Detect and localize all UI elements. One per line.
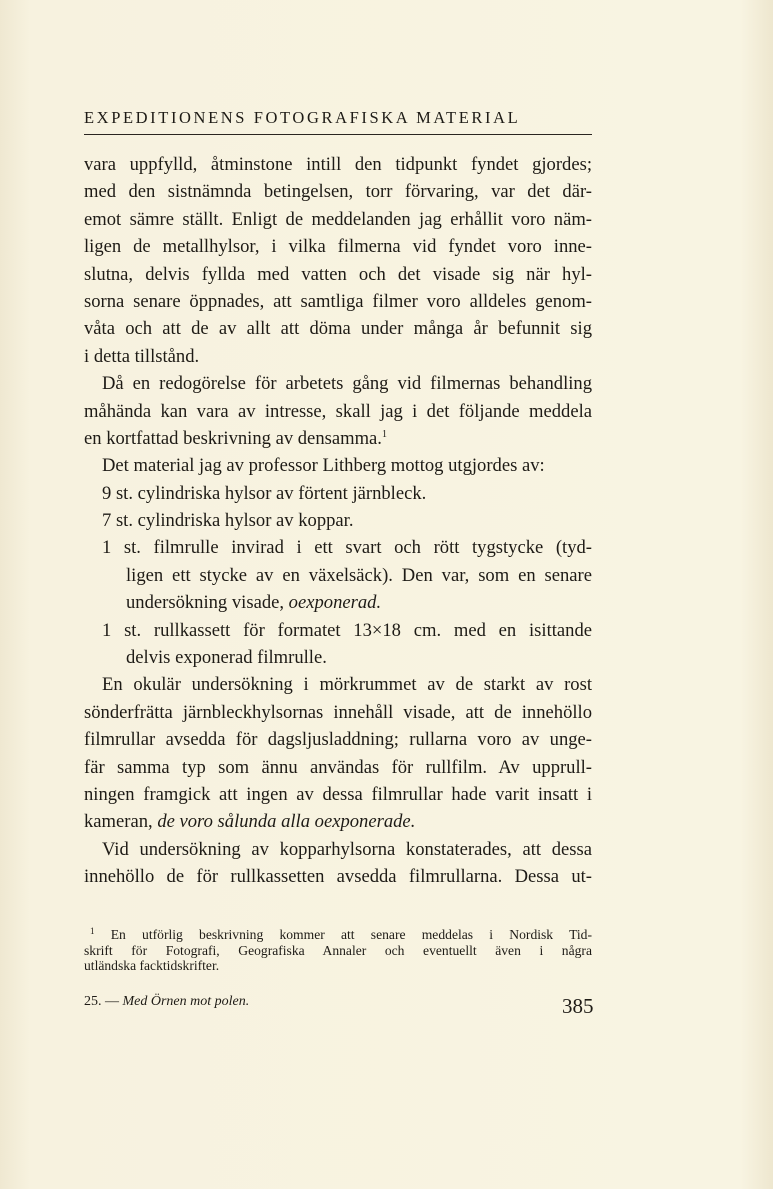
- text-line: vara uppfylld, åtminstone intill den tidpunkt fyndet gjordes;: [84, 154, 592, 175]
- footnote-line: [84, 927, 592, 943]
- text-line: ningen framgick att ingen av dessa filmrullar hade varit insatt i: [84, 783, 592, 805]
- running-head: EXPEDITIONENS FOTOGRAFISKA MATERIAL: [84, 108, 592, 135]
- list-item: 1 st. filmrulle invirad i ett svart och rött tygstycke (tyd-: [102, 537, 592, 559]
- signature-dash: —: [105, 994, 119, 1009]
- footnote-line: skrift för Fotografi, Geografiska Annaler och eventuellt även i några: [84, 942, 592, 958]
- text-line: måhända kan vara av intresse, skall jag i det följande meddela: [84, 400, 592, 422]
- book-title: Med Örnen mot polen.: [122, 994, 250, 1009]
- text-line: En okulär undersökning i mörkrummet av de starkt av rost: [102, 674, 592, 696]
- text-line: ligen de metallhylsor, i vilka filmerna vid fyndet voro inne-: [84, 236, 592, 258]
- list-item: 9 st. cylindriska hylsor av förtent järnbleck.: [102, 482, 427, 504]
- list-item-continuation: [84, 589, 592, 616]
- signature-number: 25.: [84, 994, 102, 1009]
- text-line: [84, 808, 592, 835]
- text-line: filmrullar avsedda för dagsljusladdning; rullarna voro av unge-: [84, 729, 592, 751]
- text-line: sönderfrätta järnbleckhylsornas innehåll visade, att de innehöllo: [84, 701, 592, 723]
- list-item: 7 st. cylindriska hylsor av koppar.: [102, 510, 354, 532]
- text-line: slutna, delvis fyllda med vatten och det visade sig när hyl-: [84, 263, 592, 285]
- text-span: En utförlig beskrivning kommer att senare meddelas i Nordisk Tid-: [110, 927, 592, 942]
- text-line: Det material jag av professor Lithberg mottog utgjordes av:: [102, 455, 545, 477]
- footnote: [84, 927, 592, 974]
- body-text: [84, 151, 592, 891]
- text-line: Då en redogörelse för arbetets gång vid filmernas behandling: [102, 373, 592, 395]
- text-span: undersökning visade,: [126, 592, 289, 614]
- text-span: kameran,: [84, 811, 158, 833]
- footnote-marker: 1: [90, 927, 95, 936]
- list-item-continuation: ligen ett stycke av en växelsäck). Den var, som en senare: [126, 564, 592, 586]
- text-line: med den sistnämnda betingelsen, torr förvaring, var det där-: [84, 181, 592, 203]
- text-line: emot sämre ställt. Enligt de meddelanden jag erhållit voro näm-: [84, 208, 592, 230]
- italic-text: de voro sålunda alla oexponerade.: [157, 811, 416, 833]
- list-item-continuation: delvis exponerad filmrulle.: [126, 647, 327, 669]
- text-line: fär samma typ som ännu användas för rullfilm. Av upprull-: [84, 756, 592, 778]
- list-item: 1 st. rullkassett för formatet 13×18 cm. med en isittande: [102, 619, 592, 641]
- text-line: sorna senare öppnades, att samtliga filmer voro alldeles genom-: [84, 290, 592, 312]
- text-span: en kortfattad beskrivning av densamma.: [84, 427, 382, 449]
- text-line: innehöllo de för rullkassetten avsedda filmrullarna. Dessa ut-: [84, 866, 592, 888]
- footnote-line: utländska facktidskrifter.: [84, 958, 220, 974]
- text-line: våta och att de av allt att döma under många år befunnit sig: [84, 318, 592, 340]
- page-number: 385: [562, 994, 594, 1018]
- text-line: i detta tillstånd.: [84, 345, 200, 367]
- text-line: [84, 425, 592, 452]
- signature-line: [84, 994, 249, 1010]
- text-line: Vid undersökning av kopparhylsorna konstaterades, att dessa: [102, 838, 592, 860]
- footnote-reference: 1: [381, 428, 387, 440]
- italic-text: oexponerad.: [288, 592, 382, 614]
